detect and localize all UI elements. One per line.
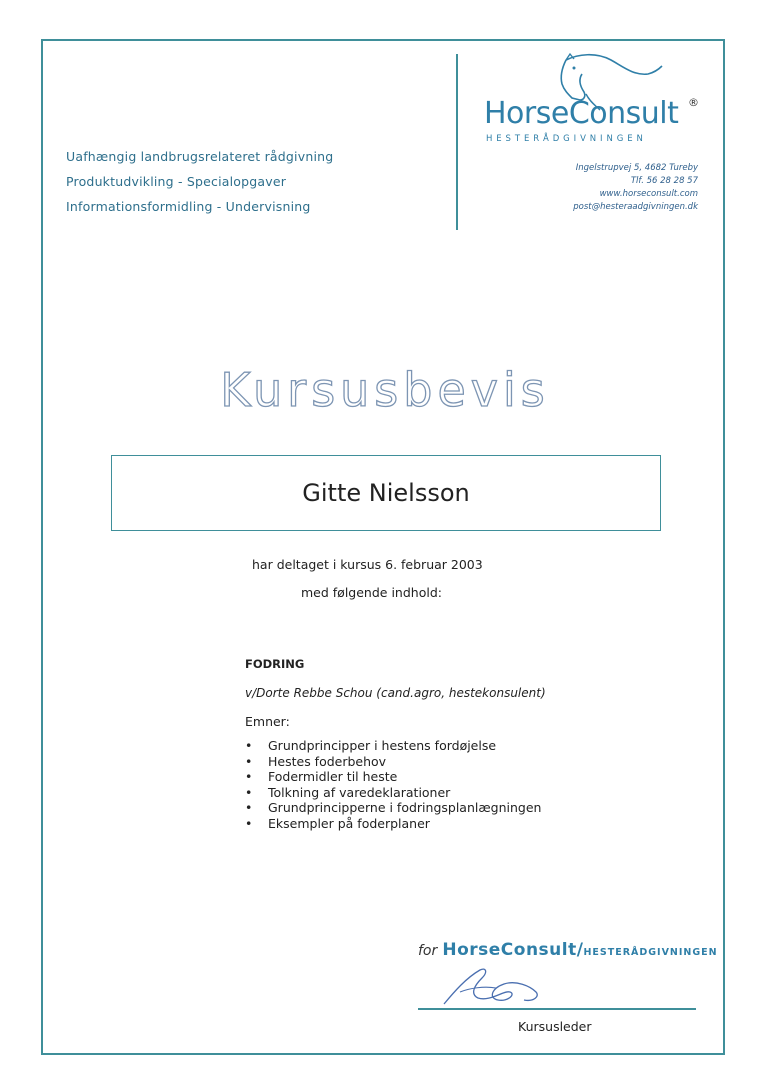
list-item: • Hestes foderbehov <box>245 754 541 770</box>
certificate-title <box>190 360 580 420</box>
list-item: • Grundprincipperne i fodringsplanlægningen <box>245 800 541 816</box>
logo-subtitle: HESTERÅDGIVNINGEN <box>486 134 647 144</box>
contact-email: post@hesteraadgivningen.dk <box>573 202 698 212</box>
signature-company-line <box>418 940 718 960</box>
contact-website: www.horseconsult.com <box>599 189 698 199</box>
signature-line <box>418 1008 696 1010</box>
contact-phone: Tlf. 56 28 28 57 <box>630 176 698 186</box>
signature-role: Kursusleder <box>518 1019 592 1034</box>
header-divider <box>456 54 458 230</box>
list-item: • Eksempler på foderplaner <box>245 816 541 832</box>
recipient-name: Gitte Nielsson <box>302 479 470 507</box>
recipient-box <box>111 455 661 531</box>
certificate-title-text: Kursusbevis <box>220 363 550 417</box>
contact-address: Ingelstrupvej 5, 4682 Tureby <box>575 163 698 173</box>
logo-wordmark: HorseConsult <box>484 96 679 131</box>
registered-mark: ® <box>688 96 699 109</box>
course-instructor: v/Dorte Rebbe Schou (cand.agro, hestekonsulent) <box>245 686 546 700</box>
topics-list <box>245 738 541 832</box>
signature-brand-sub: HESTERÅDGIVNINGEN <box>583 947 718 958</box>
participation-statement: har deltaget i kursus 6. februar 2003 <box>252 557 483 572</box>
topics-label: Emner: <box>245 714 290 729</box>
content-intro: med følgende indhold: <box>301 585 442 600</box>
tagline-advisory: Uafhængig landbrugsrelateret rådgivning <box>66 149 334 164</box>
for-word: for <box>418 943 438 959</box>
signature-brand: HorseConsult/ <box>442 940 584 960</box>
course-title: FODRING <box>245 657 305 671</box>
list-item: • Grundprincipper i hestens fordøjelse <box>245 738 541 754</box>
list-item: • Tolkning af varedeklarationer <box>245 785 541 801</box>
list-item: • Fodermidler til heste <box>245 769 541 785</box>
handwritten-signature <box>440 962 550 1012</box>
tagline-development: Produktudvikling - Specialopgaver <box>66 174 287 189</box>
tagline-teaching: Informationsformidling - Undervisning <box>66 199 311 214</box>
